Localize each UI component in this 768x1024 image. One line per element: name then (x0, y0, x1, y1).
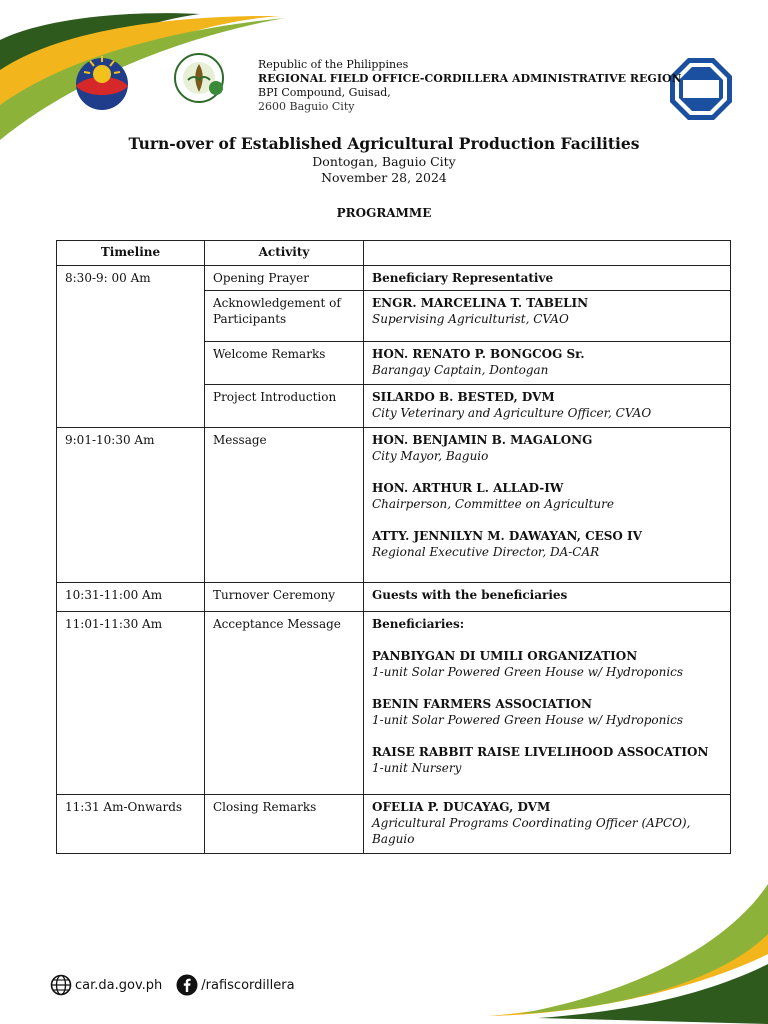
speaker-role: Regional Executive Director, DA-CAR (372, 545, 600, 559)
speaker-name: Guests with the beneficiaries (372, 588, 568, 602)
bottom-right-swoosh (478, 884, 768, 1024)
speaker-role: Agricultural Programs Coordinating Officer (APCO), Baguio (372, 816, 691, 846)
activity-cell: Project Introduction (205, 385, 364, 428)
activity-cell: Message (205, 428, 364, 583)
speaker-cell (364, 342, 731, 385)
speaker-name: SILARDO B. BESTED, DVM (372, 390, 555, 404)
event-title: Turn-over of Established Agricultural Production Facilities (128, 134, 640, 153)
beneficiary-project: 1-unit Nursery (372, 761, 462, 775)
activity-cell: Turnover Ceremony (205, 583, 364, 612)
address-line-1: BPI Compound, Guisad, (258, 86, 391, 99)
activity-cell: Acknowledgement of Participants (205, 291, 364, 342)
time-cell: 8:30-9: 00 Am (57, 266, 205, 428)
globe-icon (50, 974, 72, 996)
beneficiary-project: 1-unit Solar Powered Green House w/ Hydroponics (372, 665, 684, 679)
time-cell: 11:01-11:30 Am (57, 612, 205, 795)
speaker-name: Beneficiary Representative (372, 271, 554, 285)
speaker-cell (364, 795, 731, 854)
beneficiary-name: RAISE RABBIT RAISE LIVELIHOOD ASSOCATION (372, 745, 709, 759)
speaker-role: Barangay Captain, Dontogan (372, 363, 549, 377)
table-row (57, 612, 731, 795)
speaker-cell (364, 583, 731, 612)
event-location: Dontogan, Baguio City (312, 154, 456, 169)
time-cell: 11:31 Am-Onwards (57, 795, 205, 854)
bagong-pilipinas-logo (66, 52, 138, 122)
table-row (57, 795, 731, 854)
department-of-agriculture-logo (166, 52, 236, 122)
table-header-row (57, 241, 731, 266)
facebook-icon (176, 974, 198, 996)
office-name: REGIONAL FIELD OFFICE-CORDILLERA ADMINISTRATIVE REGION (258, 72, 682, 85)
office-header (258, 58, 682, 114)
sun-icon (66, 52, 138, 112)
header-activity: Activity (205, 241, 364, 266)
speaker-cell (364, 385, 731, 428)
website-link[interactable] (50, 974, 162, 996)
programme-heading: PROGRAMME (336, 206, 432, 220)
facebook-link[interactable] (176, 974, 294, 996)
activity-cell: Opening Prayer (205, 266, 364, 291)
beneficiaries-label: Beneficiaries: (372, 617, 465, 631)
time-cell: 9:01-10:30 Am (57, 428, 205, 583)
time-cell: 10:31-11:00 Am (57, 583, 205, 612)
speaker-cell (364, 428, 731, 583)
table-row (57, 266, 731, 291)
speaker-cell (364, 291, 731, 342)
table-row (57, 428, 731, 583)
speaker-name: OFELIA P. DUCAYAG, DVM (372, 800, 551, 814)
programme-table (56, 240, 731, 854)
table-row (57, 583, 731, 612)
speaker-cell (364, 612, 731, 795)
speaker-name: HON. BENJAMIN B. MAGALONG (372, 433, 593, 447)
address-line-2: 2600 Baguio City (258, 100, 355, 113)
header-speaker (364, 241, 731, 266)
beneficiary-name: PANBIYGAN DI UMILI ORGANIZATION (372, 649, 638, 663)
website-text: car.da.gov.ph (75, 977, 163, 993)
da-seal-icon (166, 52, 232, 104)
speaker-name: HON. RENATO P. BONGCOG Sr. (372, 347, 585, 361)
speaker-role: Supervising Agriculturist, CVAO (372, 312, 569, 326)
event-date: November 28, 2024 (321, 170, 447, 185)
beneficiary-project: 1-unit Solar Powered Green House w/ Hydroponics (372, 713, 684, 727)
speaker-name: ENGR. MARCELINA T. TABELIN (372, 296, 589, 310)
header-timeline: Timeline (57, 241, 205, 266)
speaker-role: City Veterinary and Agriculture Officer, CVAO (372, 406, 652, 420)
footer (50, 974, 309, 996)
activity-cell: Closing Remarks (205, 795, 364, 854)
speaker-role: Chairperson, Committee on Agriculture (372, 497, 614, 511)
speaker-cell (364, 266, 731, 291)
activity-cell: Acceptance Message (205, 612, 364, 795)
speaker-name: HON. ARTHUR L. ALLAD-IW (372, 481, 564, 495)
top-left-swoosh (0, 0, 290, 140)
title-block (0, 134, 768, 186)
beneficiary-name: BENIN FARMERS ASSOCIATION (372, 697, 592, 711)
facebook-text: /rafiscordillera (201, 977, 295, 993)
republic-line: Republic of the Philippines (258, 58, 409, 71)
activity-cell: Welcome Remarks (205, 342, 364, 385)
speaker-role: City Mayor, Baguio (372, 449, 489, 463)
speaker-name: ATTY. JENNILYN M. DAWAYAN, CESO IV (372, 529, 642, 543)
